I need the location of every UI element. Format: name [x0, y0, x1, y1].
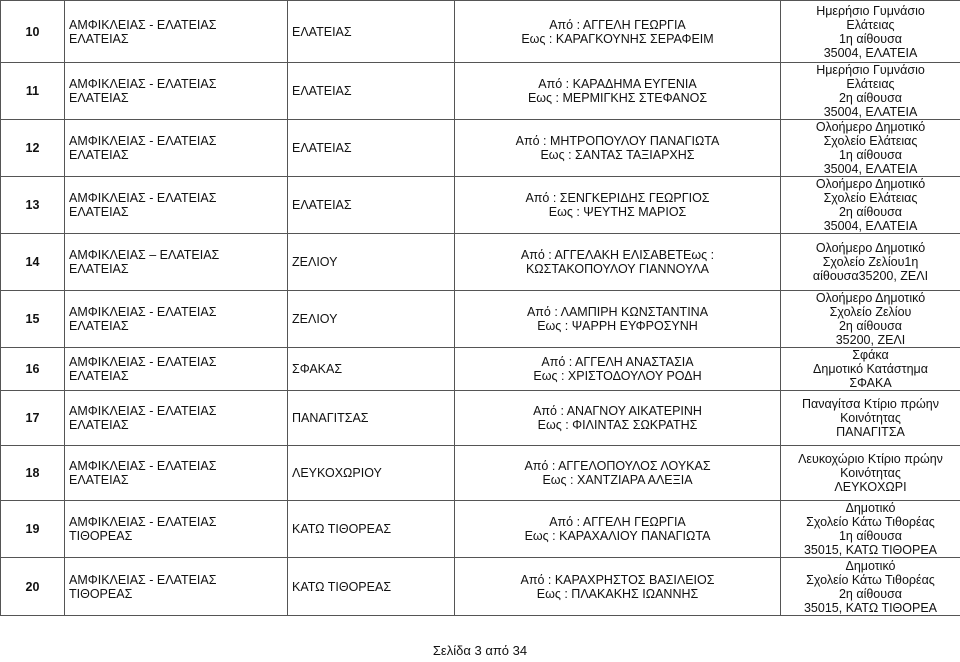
polling-location-cell-line: Ολοήμερο Δημοτικό [815, 120, 926, 134]
region-cell-line: ΑΜΦΙΚΛΕΙΑΣ - ΕΛΑΤΕΙΑΣ [69, 134, 217, 148]
polling-location-cell-line: 2η αίθουσα [838, 586, 903, 601]
surname-range-cell-line: Εως : ΚΑΡΑΓΚΟΥΝΗΣ ΣΕΡΑΦΕΙΜ [521, 31, 714, 46]
region-cell [65, 234, 288, 291]
municipality-cell: ΚΑΤΩ ΤΙΘΟΡΕΑΣ [288, 558, 455, 616]
polling-location-cell [781, 120, 960, 177]
region-cell-line: ΕΛΑΤΕΙΑΣ [69, 148, 129, 162]
table-row [1, 1, 960, 63]
row-number: 13 [1, 177, 65, 234]
surname-range-cell [455, 234, 781, 291]
surname-range-cell [455, 63, 781, 120]
polling-location-cell [781, 1, 960, 63]
region-cell-line: ΕΛΑΤΕΙΑΣ [69, 418, 129, 432]
table-row [1, 501, 960, 558]
polling-location-cell-line: 35004, ΕΛΑΤΕΙΑ [823, 162, 918, 176]
region-cell-line: ΤΙΘΟΡΕΑΣ [69, 529, 133, 543]
row-number: 19 [1, 501, 65, 558]
surname-range-cell-line: Από : ΜΗΤΡΟΠΟΥΛΟΥ ΠΑΝΑΓΙΩΤΑ [515, 134, 720, 148]
surname-range-cell [455, 558, 781, 616]
polling-location-cell-line: Ελάτειας [846, 17, 895, 32]
table-row [1, 120, 960, 177]
surname-range-cell [455, 501, 781, 558]
region-cell-line: ΑΜΦΙΚΛΕΙΑΣ - ΕΛΑΤΕΙΑΣ [69, 77, 217, 91]
surname-range-cell [455, 177, 781, 234]
surname-range-cell [455, 348, 781, 391]
polling-location-cell [781, 348, 960, 391]
polling-location-cell-line: 1η αίθουσα [838, 148, 903, 162]
municipality-cell: ΕΛΑΤΕΙΑΣ [288, 120, 455, 177]
municipality-cell: ΠΑΝΑΓΙΤΣΑΣ [288, 391, 455, 446]
table-row [1, 391, 960, 446]
polling-location-cell-line: Σχολείο Ζελίου [829, 305, 912, 319]
polling-location-cell-line: Δημοτικό Κατάστημα [813, 362, 928, 376]
surname-range-cell [455, 391, 781, 446]
surname-range-cell [455, 446, 781, 501]
surname-range-cell-line: Εως : ΦΙΛΙΝΤΑΣ ΣΩΚΡΑΤΗΣ [537, 418, 698, 432]
surname-range-cell-line: Από : ΑΓΓΕΛΗ ΓΕΩΡΓΙΑ [549, 515, 686, 529]
page-footer: Σελίδα 3 από 34 [432, 643, 528, 658]
polling-location-cell [781, 234, 960, 291]
region-cell [65, 558, 288, 616]
polling-location-cell-line: Ολοήμερο Δημοτικό [815, 291, 926, 305]
table-row [1, 348, 960, 391]
municipality-cell: ΚΑΤΩ ΤΙΘΟΡΕΑΣ [288, 501, 455, 558]
table-row [1, 234, 960, 291]
region-cell-line: ΑΜΦΙΚΛΕΙΑΣ - ΕΛΑΤΕΙΑΣ [69, 355, 217, 369]
municipality-cell: ΕΛΑΤΕΙΑΣ [288, 177, 455, 234]
surname-range-cell-line: Από : ΛΑΜΠΙΡΗ ΚΩΝΣΤΑΝΤΙΝΑ [526, 305, 709, 319]
polling-location-cell [781, 177, 960, 234]
region-cell-line: ΤΙΘΟΡΕΑΣ [69, 586, 133, 601]
surname-range-cell-line: ΚΩΣΤΑΚΟΠΟΥΛΟΥ ΓΙΑΝΝΟΥΛΑ [525, 262, 710, 276]
polling-location-cell-line: Ελάτειας [846, 77, 895, 91]
polling-location-cell-line: Παναγίτσα Κτίριο πρώην [802, 397, 939, 411]
region-cell [65, 177, 288, 234]
polling-location-cell [781, 391, 960, 446]
polling-location-cell-line: Σχολείο Κάτω Τιθορέας [806, 572, 935, 587]
row-number: 16 [1, 348, 65, 391]
surname-range-cell-line: Από : ΑΝΑΓΝΟΥ ΑΙΚΑΤΕΡΙΝΗ [533, 404, 702, 418]
region-cell [65, 446, 288, 501]
polling-location-cell-line: 2η αίθουσα [838, 205, 903, 219]
polling-location-cell-line: Σχολείο Ελάτειας [823, 134, 918, 148]
surname-range-cell-line: Εως : ΚΑΡΑΧΑΛΙΟΥ ΠΑΝΑΓΙΩΤΑ [524, 529, 711, 543]
polling-location-cell-line: 35015, ΚΑΤΩ ΤΙΘΟΡΕΑ [803, 543, 938, 557]
polling-location-cell-line: 1η αίθουσα [838, 31, 903, 46]
row-number: 10 [1, 1, 65, 63]
surname-range-cell-line: Εως : ΨΑΡΡΗ ΕΥΦΡΟΣΥΝΗ [537, 319, 698, 333]
region-cell [65, 291, 288, 348]
region-cell-line: ΕΛΑΤΕΙΑΣ [69, 473, 129, 487]
row-number: 12 [1, 120, 65, 177]
polling-location-cell-line: 2η αίθουσα [838, 319, 903, 333]
polling-location-cell [781, 501, 960, 558]
table-row [1, 558, 960, 616]
surname-range-cell-line: Από : ΑΓΓΕΛΗ ΓΕΩΡΓΙΑ [549, 17, 686, 32]
surname-range-cell-line: Από : ΑΓΓΕΛΗ ΑΝΑΣΤΑΣΙΑ [541, 355, 694, 369]
row-number: 15 [1, 291, 65, 348]
region-cell-line: ΑΜΦΙΚΛΕΙΑΣ – ΕΛΑΤΕΙΑΣ [69, 248, 220, 262]
polling-location-cell-line: Κοινότητας [840, 466, 901, 480]
region-cell-line: ΑΜΦΙΚΛΕΙΑΣ - ΕΛΑΤΕΙΑΣ [69, 515, 217, 529]
region-cell [65, 120, 288, 177]
municipality-cell: ΕΛΑΤΕΙΑΣ [288, 1, 455, 63]
region-cell-line: ΑΜΦΙΚΛΕΙΑΣ - ΕΛΑΤΕΙΑΣ [69, 459, 217, 473]
polling-location-cell [781, 63, 960, 120]
row-number: 11 [1, 63, 65, 120]
polling-location-cell [781, 446, 960, 501]
region-cell-line: ΑΜΦΙΚΛΕΙΑΣ - ΕΛΑΤΕΙΑΣ [69, 191, 217, 205]
polling-location-cell-line: Δημοτικό [845, 501, 896, 515]
region-cell-line: ΑΜΦΙΚΛΕΙΑΣ - ΕΛΑΤΕΙΑΣ [69, 305, 217, 319]
surname-range-cell-line: Από : ΑΓΓΕΛΟΠΟΥΛΟΣ ΛΟΥΚΑΣ [524, 459, 711, 473]
polling-location-cell-line: Δημοτικό [845, 558, 896, 573]
polling-location-cell [781, 291, 960, 348]
surname-range-cell-line: Εως : ΨΕΥΤΗΣ ΜΑΡΙΟΣ [548, 205, 687, 219]
region-cell [65, 501, 288, 558]
table-row [1, 63, 960, 120]
row-number: 20 [1, 558, 65, 616]
municipality-cell: ΣΦΑΚΑΣ [288, 348, 455, 391]
surname-range-cell-line: Εως : ΣΑΝΤΑΣ ΤΑΞΙΑΡΧΗΣ [540, 148, 695, 162]
region-cell-line: ΕΛΑΤΕΙΑΣ [69, 205, 129, 219]
surname-range-cell [455, 120, 781, 177]
polling-location-cell-line: 35004, ΕΛΑΤΕΙΑ [823, 105, 918, 119]
polling-location-cell-line: αίθουσα35200, ΖΕΛΙ [812, 269, 929, 283]
polling-location-cell-line: ΛΕΥΚΟΧΩΡΙ [834, 480, 907, 494]
region-cell [65, 1, 288, 63]
surname-range-cell-line: Εως : ΠΛΑΚΑΚΗΣ ΙΩΑΝΝΗΣ [536, 586, 699, 601]
polling-location-cell-line: Σχολείο Ζελίου1η [822, 255, 919, 269]
region-cell [65, 348, 288, 391]
row-number: 18 [1, 446, 65, 501]
region-cell [65, 391, 288, 446]
region-cell-line: ΑΜΦΙΚΛΕΙΑΣ - ΕΛΑΤΕΙΑΣ [69, 572, 217, 587]
surname-range-cell-line: Εως : ΧΑΝΤΖΙΑΡΑ ΑΛΕΞΙΑ [542, 473, 693, 487]
municipality-cell: ΛΕΥΚΟΧΩΡΙΟΥ [288, 446, 455, 501]
region-cell-line: ΑΜΦΙΚΛΕΙΑΣ - ΕΛΑΤΕΙΑΣ [69, 404, 217, 418]
polling-location-cell-line: Ημερήσιο Γυμνάσιο [816, 63, 925, 77]
surname-range-cell-line: Εως : ΜΕΡΜΙΓΚΗΣ ΣΤΕΦΑΝΟΣ [527, 91, 708, 105]
municipality-cell: ΖΕΛΙΟΥ [288, 291, 455, 348]
surname-range-cell [455, 291, 781, 348]
polling-location-cell-line: Σχολείο Κάτω Τιθορέας [806, 515, 935, 529]
surname-range-cell-line: Εως : ΧΡΙΣΤΟΔΟΥΛΟΥ ΡΟΔΗ [533, 369, 702, 383]
region-cell-line: ΕΛΑΤΕΙΑΣ [69, 31, 129, 46]
surname-range-cell-line: Από : ΚΑΡΑΧΡΗΣΤΟΣ ΒΑΣΙΛΕΙΟΣ [520, 572, 715, 587]
region-cell-line: ΕΛΑΤΕΙΑΣ [69, 262, 129, 276]
region-cell [65, 63, 288, 120]
row-number: 17 [1, 391, 65, 446]
polling-location-cell-line: 35004, ΕΛΑΤΕΙΑ [823, 219, 918, 233]
polling-location-cell-line: Σφάκα [852, 348, 889, 362]
table-row [1, 177, 960, 234]
surname-range-cell [455, 1, 781, 63]
surname-range-cell-line: Από : ΑΓΓΕΛΑΚΗ ΕΛΙΣΑΒΕΤΕως : [520, 248, 715, 262]
polling-location-cell-line: ΣΦΑΚΑ [849, 376, 892, 390]
municipality-cell: ΕΛΑΤΕΙΑΣ [288, 63, 455, 120]
polling-location-cell-line: ΠΑΝΑΓΙΤΣΑ [836, 425, 905, 439]
region-cell-line: ΕΛΑΤΕΙΑΣ [69, 91, 129, 105]
table-row [1, 291, 960, 348]
polling-location-cell-line: Ολοήμερο Δημοτικό [815, 241, 926, 255]
region-cell-line: ΕΛΑΤΕΙΑΣ [69, 319, 129, 333]
surname-range-cell-line: Από : ΚΑΡΑΔΗΜΑ ΕΥΓΕΝΙΑ [538, 77, 697, 91]
polling-location-cell-line: 35200, ΖΕΛΙ [835, 333, 906, 347]
polling-location-cell-line: 1η αίθουσα [838, 529, 903, 543]
polling-location-cell-line: Ολοήμερο Δημοτικό [815, 177, 926, 191]
polling-location-cell-line: Κοινότητας [840, 411, 901, 425]
table-body [1, 1, 960, 616]
municipality-cell: ΖΕΛΙΟΥ [288, 234, 455, 291]
polling-location-cell [781, 558, 960, 616]
row-number: 14 [1, 234, 65, 291]
polling-location-cell-line: Ημερήσιο Γυμνάσιο [816, 3, 925, 18]
polling-location-cell-line: 2η αίθουσα [838, 91, 903, 105]
surname-range-cell-line: Από : ΣΕΝΓΚΕΡΙΔΗΣ ΓΕΩΡΓΙΟΣ [525, 191, 710, 205]
polling-location-cell-line: Λευκοχώριο Κτίριο πρώην [798, 452, 943, 466]
polling-location-cell-line: 35015, ΚΑΤΩ ΤΙΘΟΡΕΑ [803, 600, 938, 615]
polling-location-cell-line: 35004, ΕΛΑΤΕΙΑ [823, 45, 918, 60]
region-cell-line: ΕΛΑΤΕΙΑΣ [69, 369, 129, 383]
table-row [1, 446, 960, 501]
region-cell-line: ΑΜΦΙΚΛΕΙΑΣ - ΕΛΑΤΕΙΑΣ [69, 17, 217, 32]
polling-location-cell-line: Σχολείο Ελάτειας [823, 191, 918, 205]
